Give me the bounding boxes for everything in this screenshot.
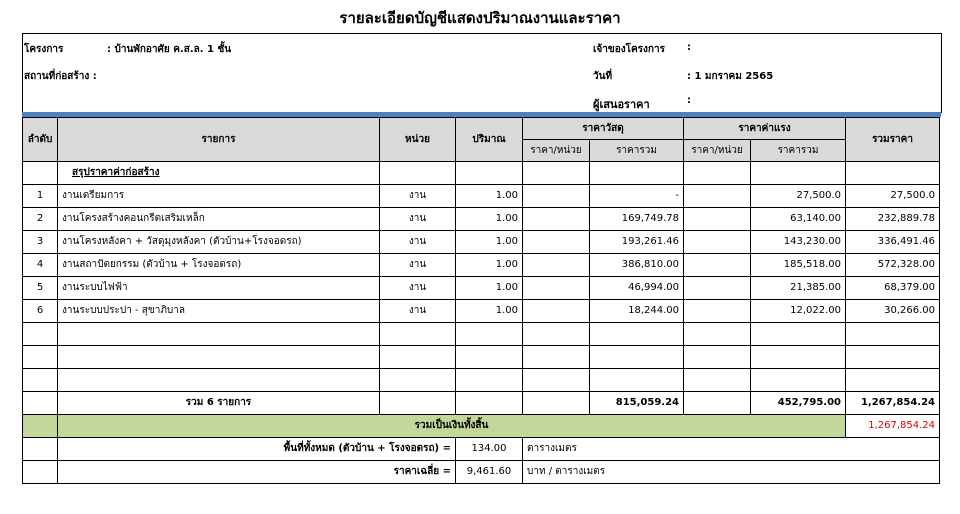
row-no: 1: [23, 185, 58, 208]
sum-row: [23, 392, 940, 415]
row-total: 572,328.00: [846, 254, 940, 277]
row-mat-unit: [523, 254, 590, 277]
date-value: : 1 มกราคม 2565: [687, 71, 774, 82]
header-mat-sum-price: ราคารวม: [590, 140, 684, 162]
row-item: งานสถาปัตยกรรม (ตัวบ้าน + โรงจอดรถ): [58, 254, 380, 277]
header-unit: หน่วย: [380, 118, 456, 162]
empty-row: [23, 369, 940, 392]
row-unit: งาน: [380, 300, 456, 323]
row-lab-sum: 143,230.00: [751, 231, 846, 254]
site-label: สถานที่ก่อสร้าง :: [24, 71, 97, 82]
header-item: รายการ: [58, 118, 380, 162]
avg-unit: บาท / ตารางเมตร: [523, 461, 940, 484]
row-no: 5: [23, 277, 58, 300]
sum-label: รวม 6 รายการ: [58, 392, 380, 415]
row-lab-sum: 21,385.00: [751, 277, 846, 300]
sum-lab: 452,795.00: [751, 392, 846, 415]
row-lab-sum: 27,500.0: [751, 185, 846, 208]
header-lab-unit-price: ราคา/หน่วย: [684, 140, 751, 162]
row-item: งานระบบประปา - สุขาภิบาล: [58, 300, 380, 323]
row-qty: 1.00: [456, 277, 523, 300]
row-total: 336,491.46: [846, 231, 940, 254]
section-title: สรุปราคาค่าก่อสร้าง: [58, 162, 380, 185]
row-mat-sum: 193,261.46: [590, 231, 684, 254]
row-lab-unit: [684, 231, 751, 254]
area-row: [23, 438, 940, 461]
row-qty: 1.00: [456, 208, 523, 231]
row-total: 30,266.00: [846, 300, 940, 323]
row-qty: 1.00: [456, 185, 523, 208]
owner-label: เจ้าของโครงการ: [593, 44, 665, 55]
area-label: พื้นที่ทั้งหมด (ตัวบ้าน + โรงจอดรถ) =: [58, 438, 456, 461]
row-item: งานโครงหลังคา + วัสดุมุงหลังคา (ตัวบ้าน+โรงจอดรถ): [58, 231, 380, 254]
row-no: 2: [23, 208, 58, 231]
grand-total-value: 1,267,854.24: [846, 415, 940, 438]
row-lab-sum: 185,518.00: [751, 254, 846, 277]
row-lab-unit: [684, 254, 751, 277]
row-lab-unit: [684, 277, 751, 300]
row-no: 4: [23, 254, 58, 277]
area-value: 134.00: [456, 438, 523, 461]
row-mat-unit: [523, 300, 590, 323]
grand-total-label: รวมเป็นเงินทั้งสิ้น: [58, 415, 846, 438]
row-unit: งาน: [380, 231, 456, 254]
row-mat-sum: 18,244.00: [590, 300, 684, 323]
project-info-box: [22, 33, 942, 113]
row-unit: งาน: [380, 208, 456, 231]
header-row-1: [23, 118, 940, 140]
row-qty: 1.00: [456, 231, 523, 254]
header-no: ลำดับ: [23, 118, 58, 162]
row-lab-sum: 12,022.00: [751, 300, 846, 323]
row-total: 232,889.78: [846, 208, 940, 231]
row-lab-unit: [684, 208, 751, 231]
row-item: งานโครงสร้างคอนกรีตเสริมเหล็ก: [58, 208, 380, 231]
table-row: [23, 277, 940, 300]
sum-mat: 815,059.24: [590, 392, 684, 415]
header-material: ราคาวัสดุ: [523, 118, 684, 140]
row-mat-unit: [523, 185, 590, 208]
owner-colon: :: [687, 42, 691, 53]
avg-value: 9,461.60: [456, 461, 523, 484]
page-title: รายละเอียดบัญชีแสดงปริมาณงานและราคา: [339, 9, 621, 27]
project-value: : บ้านพักอาศัย ค.ส.ล. 1 ชั้น: [107, 44, 232, 55]
row-unit: งาน: [380, 254, 456, 277]
project-label: โครงการ: [24, 44, 64, 55]
row-lab-sum: 63,140.00: [751, 208, 846, 231]
row-qty: 1.00: [456, 300, 523, 323]
sum-total: 1,267,854.24: [846, 392, 940, 415]
row-mat-sum: 169,749.78: [590, 208, 684, 231]
empty-row: [23, 346, 940, 369]
grand-total-row: [23, 415, 940, 438]
row-no: 3: [23, 231, 58, 254]
header-labor: ราคาค่าแรง: [684, 118, 846, 140]
row-mat-sum: -: [590, 185, 684, 208]
avg-label: ราคาเฉลี่ย =: [58, 461, 456, 484]
row-total: 68,379.00: [846, 277, 940, 300]
avg-row: [23, 461, 940, 484]
section-row: [23, 162, 940, 185]
row-lab-unit: [684, 185, 751, 208]
row-item: งานเตรียมการ: [58, 185, 380, 208]
date-label: วันที่: [593, 71, 613, 82]
table-row: [23, 208, 940, 231]
table-row: [23, 254, 940, 277]
table-row: [23, 185, 940, 208]
area-unit: ตารางเมตร: [523, 438, 940, 461]
header-mat-unit-price: ราคา/หน่วย: [523, 140, 590, 162]
row-mat-sum: 386,810.00: [590, 254, 684, 277]
row-qty: 1.00: [456, 254, 523, 277]
row-mat-unit: [523, 208, 590, 231]
header-lab-sum-price: ราคารวม: [751, 140, 846, 162]
row-mat-sum: 46,994.00: [590, 277, 684, 300]
row-mat-unit: [523, 277, 590, 300]
row-item: งานระบบไฟฟ้า: [58, 277, 380, 300]
row-no: 6: [23, 300, 58, 323]
bidder-label: ผู้เสนอราคา: [593, 98, 650, 111]
header-qty: ปริมาณ: [456, 118, 523, 162]
row-unit: งาน: [380, 185, 456, 208]
row-lab-unit: [684, 300, 751, 323]
bidder-colon: :: [687, 95, 691, 106]
row-total: 27,500.0: [846, 185, 940, 208]
row-mat-unit: [523, 231, 590, 254]
table-row: [23, 300, 940, 323]
header-total: รวมราคา: [846, 118, 940, 162]
bill-of-quantities-table: [22, 117, 940, 484]
empty-row: [23, 323, 940, 346]
row-unit: งาน: [380, 277, 456, 300]
table-row: [23, 231, 940, 254]
